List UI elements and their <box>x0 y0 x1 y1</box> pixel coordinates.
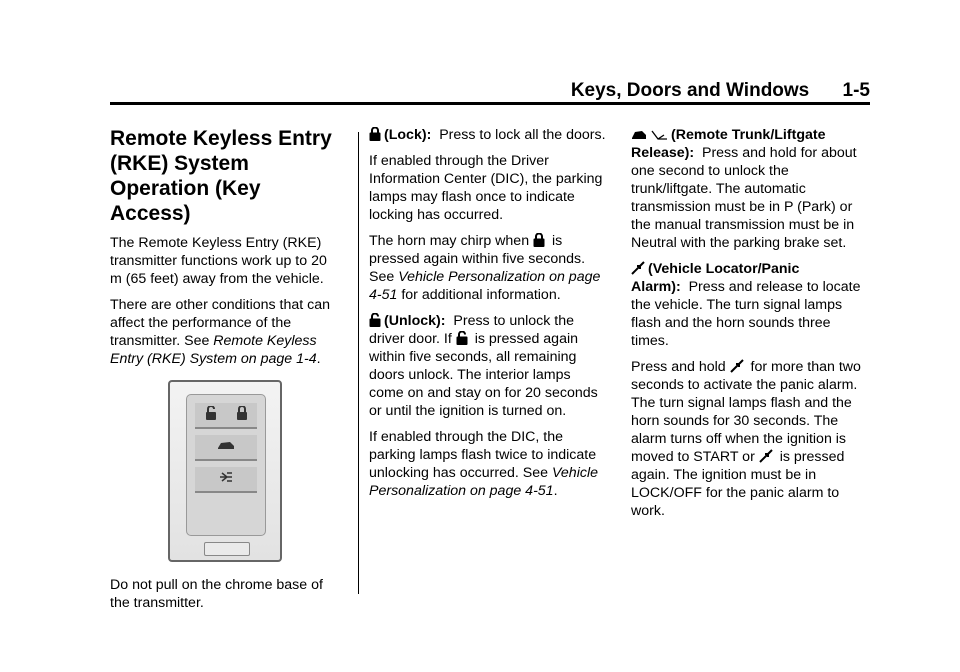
conditions-paragraph <box>110 296 342 368</box>
rke-system-reference[interactable]: Remote Keyless Entry (RKE) System on page 1-4 <box>110 333 317 367</box>
trunk-text: Press and hold for about one second to unlock the trunk/liftgate. The automatic transmission must be in P (Park) or the manual transmission must be in Neutral with the parking brake set. <box>631 145 857 251</box>
page-number: 1-5 <box>842 80 870 101</box>
vehicle-personalization-reference[interactable]: Vehicle Personalization on page 4-51 <box>369 465 598 499</box>
unlock-text-a: Press to unlock the driver door. If <box>369 313 575 347</box>
column-divider <box>358 132 359 594</box>
horn-icon <box>219 470 233 488</box>
lock-label: (Lock): <box>384 127 432 143</box>
vehicle-personalization-reference[interactable]: Vehicle Personalization on page 4-51 <box>369 269 601 303</box>
trunk-icon <box>216 438 236 456</box>
lock-icon <box>369 127 381 141</box>
unlock-text-b: is pressed again within five seconds, all remaining doors unlock. The interior lamps come on and stay on for 20 seconds or until the ignition is turned on. <box>369 331 598 419</box>
conditions-end: . <box>316 351 321 367</box>
liftgate-icon <box>650 129 668 141</box>
trunk-paragraph <box>631 126 871 252</box>
horn-text-c: for additional information. <box>397 287 561 303</box>
panic-horn-icon <box>631 261 645 275</box>
section-title: Remote Keyless Entry (RKE) System Operation (Key Access) <box>110 127 332 225</box>
panic-horn-icon <box>759 449 773 463</box>
dic-unlock-paragraph <box>369 428 609 500</box>
column-3 <box>631 126 871 528</box>
range-paragraph: The Remote Keyless Entry (RKE) transmitter functions work up to 20 m (65 feet) away from the vehicle. <box>110 235 327 287</box>
hold-text-c: is pressed again. The ignition must be in LOCK/OFF for the panic alarm to work. <box>631 449 845 519</box>
chrome-base-warning: Do not pull on the chrome base of the transmitter. <box>110 577 323 611</box>
unlock-label: (Unlock): <box>384 313 446 329</box>
header-section-title: Keys, Doors and Windows <box>570 80 810 101</box>
dic-lock-paragraph: If enabled through the Driver Information Center (DIC), the parking lamps may flash once to indicate locking has occurred. <box>369 153 603 223</box>
lock-icon <box>236 406 248 425</box>
panic-text: Press and release to locate the vehicle. The turn signal lamps flash and the horn sounds three times. <box>631 279 861 349</box>
horn-chirp-paragraph <box>369 232 609 304</box>
panic-label: (Vehicle Locator/Panic Alarm): <box>631 261 800 295</box>
conditions-text: There are other conditions that can affect the performance of the transmitter. See <box>110 297 331 349</box>
lock-text: Press to lock all the doors. <box>439 127 606 143</box>
lock-paragraph <box>369 126 609 144</box>
fob-chrome-base <box>204 542 250 556</box>
fob-button-panel <box>186 394 266 536</box>
trunk-icon <box>631 129 647 141</box>
hold-text-a: Press and hold <box>631 359 730 375</box>
horn-text-a: The horn may chirp when <box>369 233 534 249</box>
column-2 <box>369 126 609 508</box>
lock-icon <box>533 233 545 247</box>
panic-paragraph <box>631 260 871 350</box>
trunk-label: (Remote Trunk/Liftgate Release): <box>631 127 826 161</box>
fob-panic-button <box>195 467 257 493</box>
header-rule <box>110 102 870 105</box>
unlock-icon <box>369 313 381 327</box>
page-header <box>110 80 870 102</box>
fob-lock-unlock-buttons <box>195 403 257 429</box>
panic-horn-icon <box>730 359 744 373</box>
unlock-paragraph <box>369 312 609 420</box>
unlock-icon <box>205 406 217 425</box>
fob-trunk-button <box>195 435 257 461</box>
dic-unlock-text: If enabled through the DIC, the parking lamps flash twice to indicate unlocking has occurred. See <box>369 429 597 481</box>
panic-hold-paragraph <box>631 358 871 520</box>
dic-unlock-end: . <box>553 483 558 499</box>
hold-text-b: for more than two seconds to activate the panic alarm. The turn signal lamps flash and the horn sounds for 30 seconds. The alarm turns off when the ignition is moved to START or <box>631 359 861 465</box>
key-fob <box>168 380 282 562</box>
key-fob-figure <box>110 376 342 566</box>
column-1 <box>110 126 342 620</box>
horn-text-b: is pressed again within five seconds. See <box>369 233 586 285</box>
unlock-icon <box>456 331 468 345</box>
